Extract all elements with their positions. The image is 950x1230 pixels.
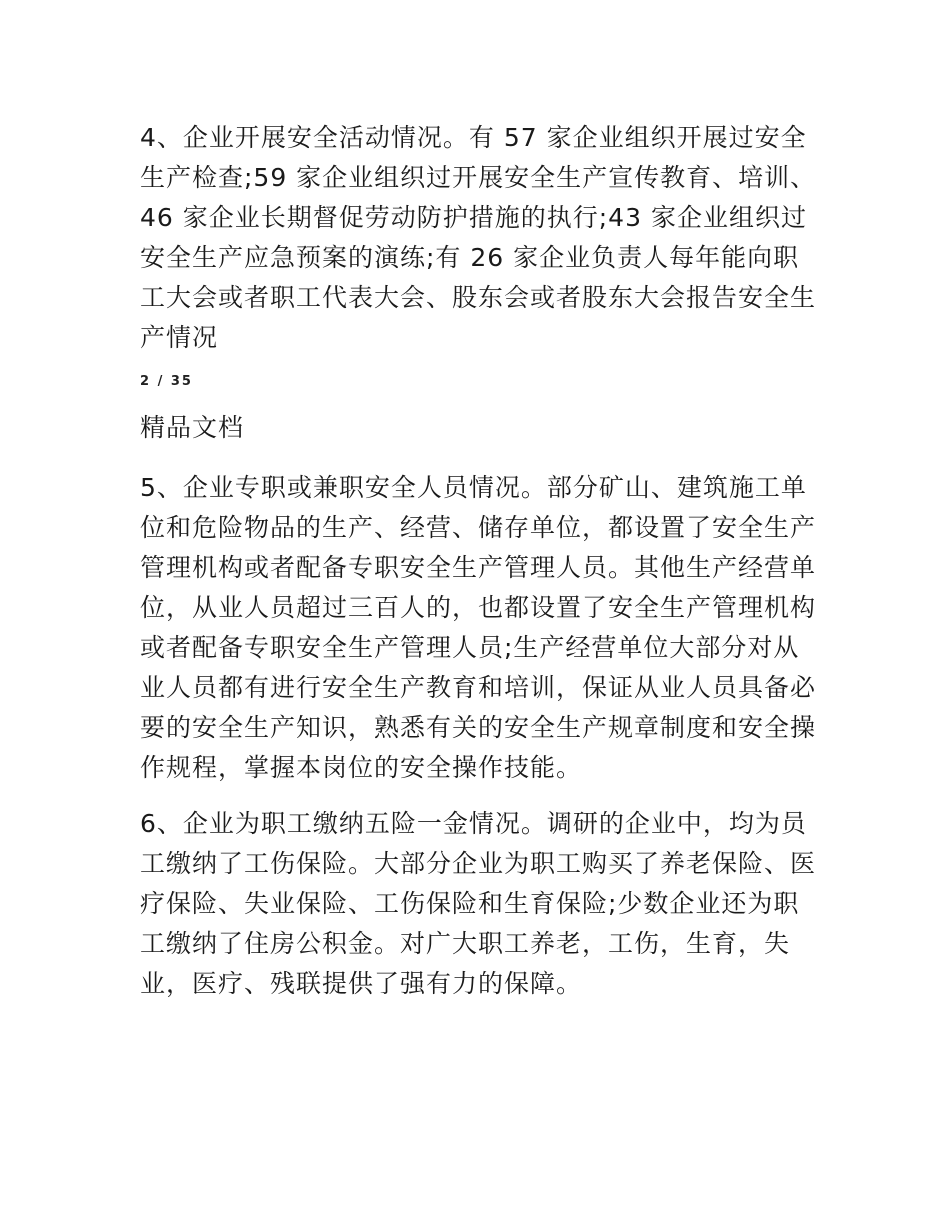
paragraph-item-4: 4、企业开展安全活动情况。有 57 家企业组织开展过安全生产检查;59 家企业组织过开展安全生产宣传教育、培训、46 家企业长期督促劳动防护措施的执行;43 家企业组织过安全生产应急预案的演练;有 26 家企业负责人每年能向职工大会或者职工代表大会、股东会或者股东大会报告安全生产情况 [140, 123, 817, 352]
document-label: 精品文档 [140, 413, 245, 442]
page-number: 2 / 35 [140, 374, 193, 389]
paragraph-item-6: 6、企业为职工缴纳五险一金情况。调研的企业中，均为员工缴纳了工伤保险。大部分企业为职工购买了养老保险、医疗保险、失业保险、工伤保险和生育保险;少数企业还为职工缴纳了住房公积金。对广大职工养老，工伤，生育，失业，医疗、残联提供了强有力的保障。 [140, 809, 817, 998]
document-page [140, 118, 820, 1004]
paragraph-item-5: 5、企业专职或兼职安全人员情况。部分矿山、建筑施工单位和危险物品的生产、经营、储存单位，都设置了安全生产管理机构或者配备专职安全生产管理人员。其他生产经营单位，从业人员超过三百人的，也都设置了安全生产管理机构或者配备专职安全生产管理人员;生产经营单位大部分对从业人员都有进行安全生产教育和培训，保证从业人员具备必要的安全生产知识，熟悉有关的安全生产规章制度和安全操作规程，掌握本岗位的安全操作技能。 [140, 473, 817, 782]
